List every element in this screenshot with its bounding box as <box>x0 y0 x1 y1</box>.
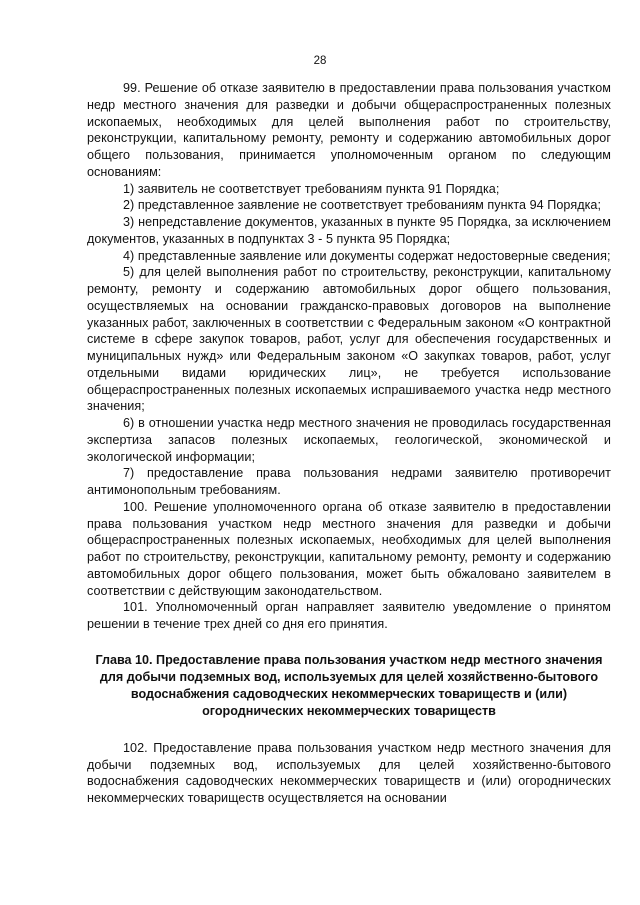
paragraph-100: 100. Решение уполномоченного органа об отказе заявителю в предоставлении права пользования участком недр местного значения для разведки и добычи общераспространенных полезных ископаемых, необходимых для целей выполнения работ по строительству, реконструкции, капитальному ремонту, ремонту и содержанию автомобильных дорог общего пользования, может быть обжаловано заявителем в соответствии с действующим законодательством. <box>87 499 611 598</box>
list-item-3: 3) непредставление документов, указанных в пункте 95 Порядка, за исключением документов, указанных в подпунктах 3 - 5 пункта 95 Порядка; <box>87 215 611 246</box>
list-item-2: 2) представленное заявление не соответствует требованиям пункта 94 Порядка; <box>123 198 602 213</box>
paragraph-99: 99. Решение об отказе заявителю в предоставлении права пользования участком недр местного значения для разведки и добычи общераспространенных полезных ископаемых, необходимых для целей выполнения работ по строительству, реконструкции, капитальному ремонту, ремонту и содержанию автомобильных дорог общего пользования, принимается уполномоченным органом по следующим основаниям: <box>87 81 611 179</box>
list-item-7: 7) предоставление права пользования недрами заявителю противоречит антимонопольным требованиям. <box>87 466 611 497</box>
list-item-1: 1) заявитель не соответствует требованиям пункта 91 Порядка; <box>123 181 500 196</box>
list-item-4: 4) представленные заявление или документы содержат недостоверные сведения; <box>123 248 611 263</box>
page-number: 28 <box>313 55 327 67</box>
chapter-heading: Глава 10. Предоставление права пользования участком недр местного значения для добычи подземных вод, используемых для целей хозяйственно-бытового водоснабжения садоводческих некоммерческих товариществ и (или) огороднических некоммерческих товариществ <box>95 652 603 718</box>
list-item-5: 5) для целей выполнения работ по строительству, реконструкции, капитальному ремонту, ремонту и содержанию автомобильных дорог общего пользования, осуществляемых на основании гражданско-правовых договоров на выполнение указанных работ, заключенных в соответствии с Федеральным законом «О контрактной системе в сфере закупок товаров, работ, услуг для обеспечения государственных и муниципальных нужд» или Федеральным законом «О закупках товаров, работ, услуг отдельными видами юридических лиц», не требуется использование общераспространенных полезных ископаемых испрашиваемого участка недр местного значения; <box>87 265 611 414</box>
page-content <box>87 80 611 807</box>
paragraph-102: 102. Предоставление права пользования участком недр местного значения для добычи подземных вод, используемых для целей хозяйственно-бытового водоснабжения садоводческих некоммерческих товариществ и (или) огороднических некоммерческих товариществ осуществляется на основании <box>87 740 611 805</box>
paragraph-101: 101. Уполномоченный орган направляет заявителю уведомление о принятом решении в течение трех дней со дня его принятия. <box>87 600 611 631</box>
list-item-6: 6) в отношении участка недр местного значения не проводилась государственная экспертиза запасов полезных ископаемых, геологической, экономической и экологической информации; <box>87 416 611 464</box>
